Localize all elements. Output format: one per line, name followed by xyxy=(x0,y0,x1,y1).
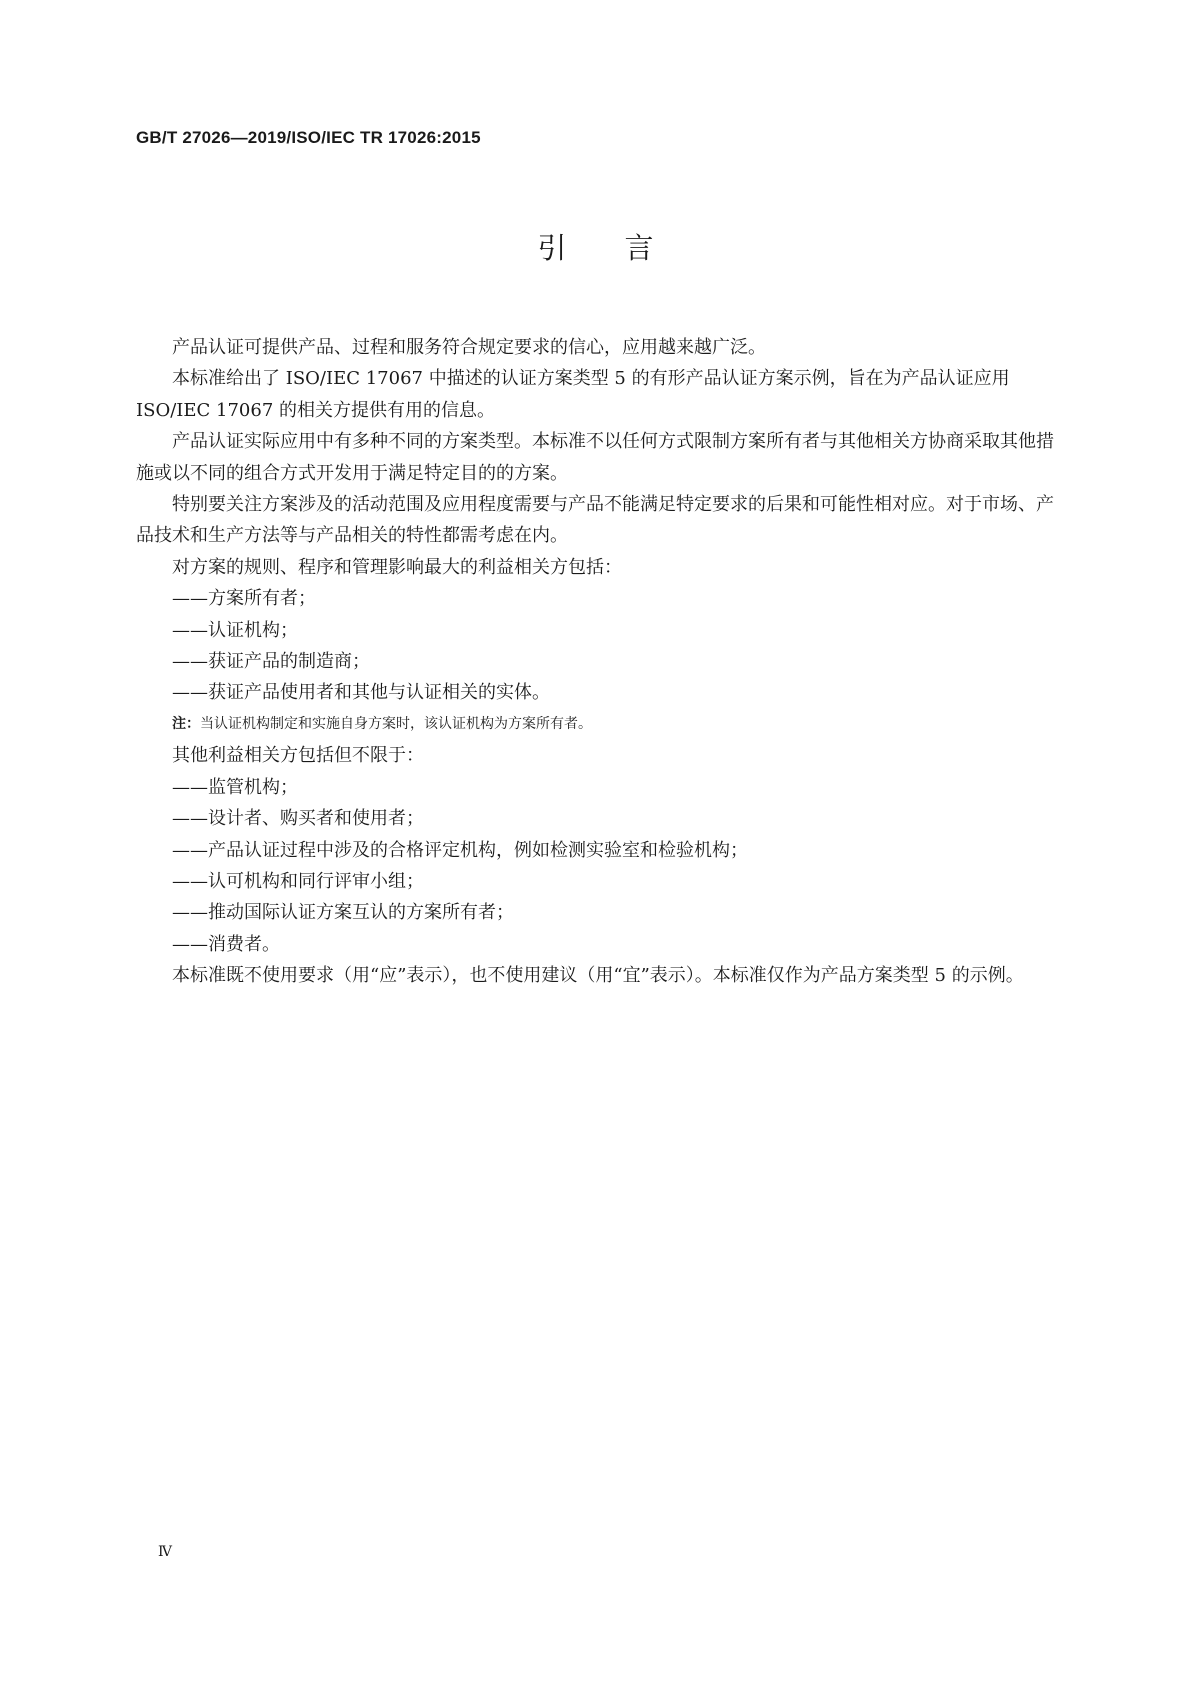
list-item: ——认可机构和同行评审小组； xyxy=(172,870,424,892)
list-item: ——设计者、购买者和使用者； xyxy=(172,808,424,830)
page-number: Ⅳ xyxy=(158,1544,172,1560)
list-item: ——方案所有者； xyxy=(172,588,316,610)
list-item: ——产品认证过程中涉及的合格评定机构，例如检测实验室和检验机构； xyxy=(172,839,748,861)
list-item: ——获证产品使用者和其他与认证相关的实体。 xyxy=(172,682,550,704)
list-item: ——消费者。 xyxy=(172,933,280,955)
list-item: ——推动国际认证方案互认的方案所有者； xyxy=(172,902,514,924)
introduction-body xyxy=(136,332,1056,992)
list-item: ——获证产品的制造商； xyxy=(172,651,370,673)
paragraph: 对方案的规则、程序和管理影响最大的利益相关方包括： xyxy=(172,556,622,578)
paragraph: 其他利益相关方包括但不限于： xyxy=(172,745,424,767)
page-title: 引言 xyxy=(537,231,712,265)
standard-number-header: GB/T 27026—2019/ISO/IEC TR 17026:2015 xyxy=(136,128,481,147)
paragraph: 特别要关注方案涉及的活动范围及应用程度需要与产品不能满足特定要求的后果和可能性相对应。对于市场、产品技术和生产方法等与产品相关的特性都需考虑在内。 xyxy=(136,494,1054,547)
paragraph: 产品认证实际应用中有多种不同的方案类型。本标准不以任何方式限制方案所有者与其他相关方协商采取其他措施或以不同的组合方式开发用于满足特定目的的方案。 xyxy=(136,431,1054,484)
note-label: 注： xyxy=(172,715,200,732)
list-item: ——认证机构； xyxy=(172,619,298,641)
note-text: 当认证机构制定和实施自身方案时，该认证机构为方案所有者。 xyxy=(200,715,592,732)
list-item: ——监管机构； xyxy=(172,776,298,798)
note xyxy=(136,709,1056,740)
paragraph: 产品认证可提供产品、过程和服务符合规定要求的信心，应用越来越广泛。 xyxy=(172,337,766,358)
paragraph: 本标准既不使用要求（用“应”表示），也不使用建议（用“宜”表示）。本标准仅作为产品方案类型 5 的示例。 xyxy=(172,965,1024,987)
paragraph: 本标准给出了 ISO/IEC 17067 中描述的认证方案类型 5 的有形产品认证方案示例，旨在为产品认证应用 ISO/IEC 17067 的相关方提供有用的信息。 xyxy=(136,368,1010,421)
